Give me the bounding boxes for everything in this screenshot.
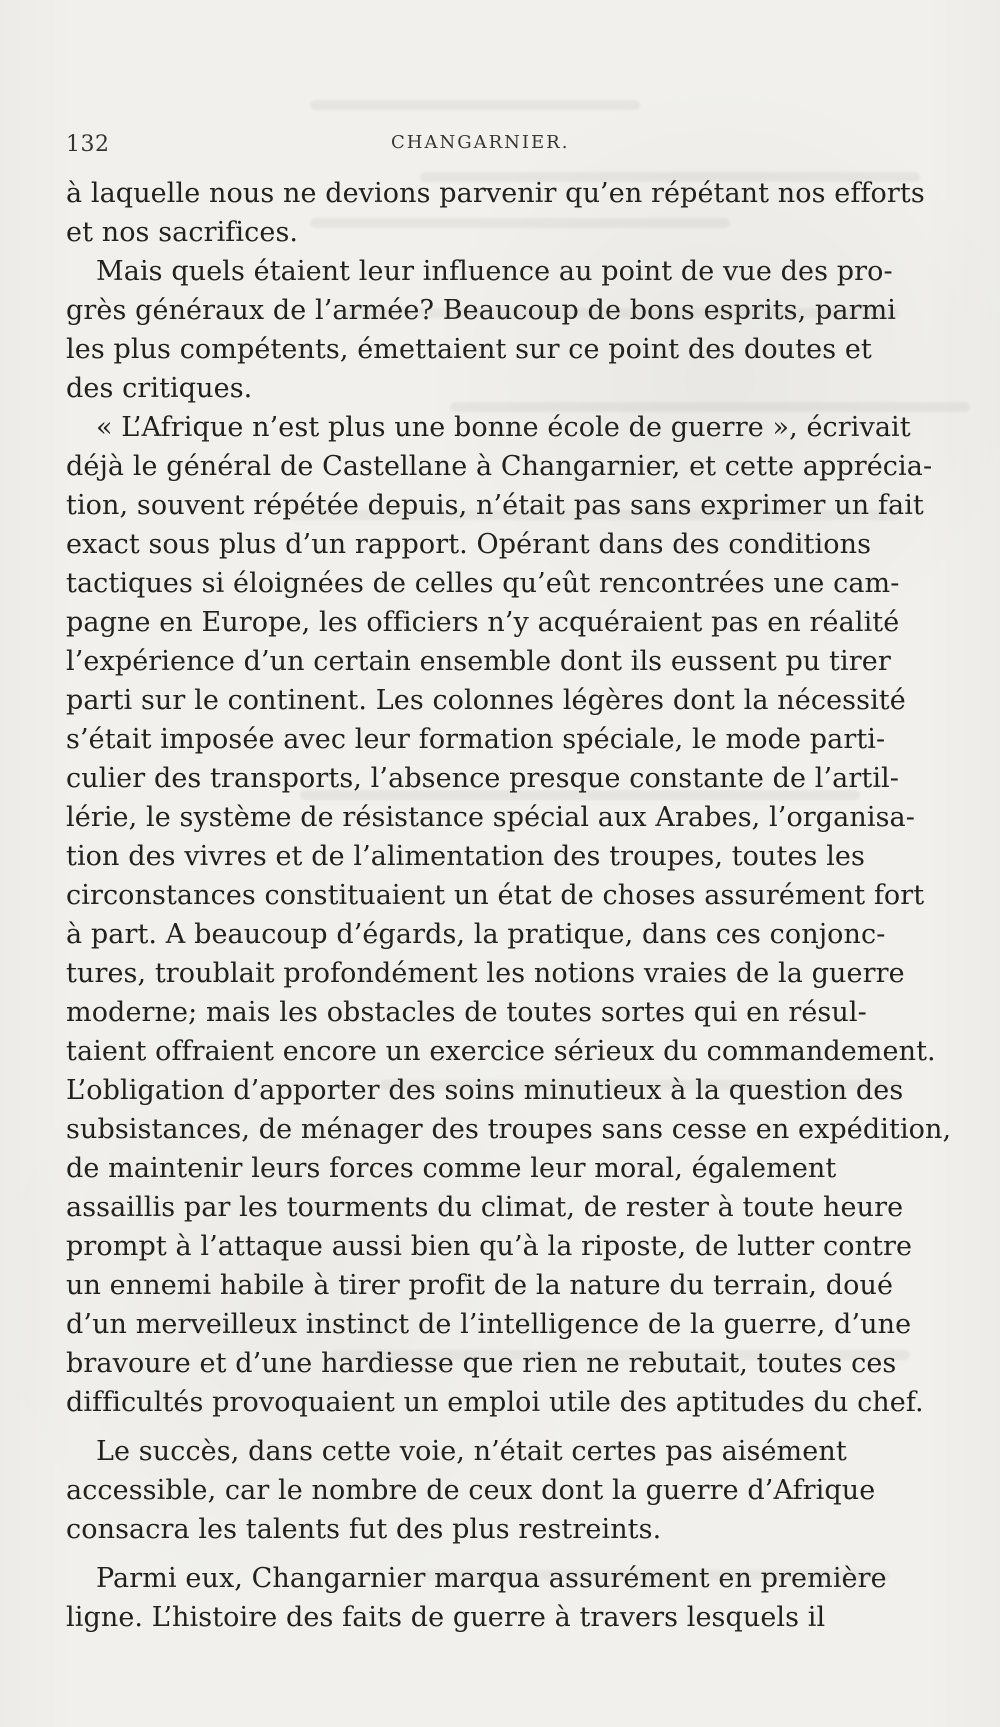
text-line: des critiques. <box>66 373 253 404</box>
show-through-line <box>310 100 640 110</box>
text-line: d’un merveilleux instinct de l’intelligence de la guerre, d’une <box>66 1309 912 1340</box>
text-line: taient offraient encore un exercice sérieux du commandement. <box>66 1036 936 1067</box>
text-line: tion, souvent répétée depuis, n’était pas sans exprimer un fait <box>66 490 924 521</box>
text-line: tion des vivres et de l’alimentation des troupes, toutes les <box>66 841 865 872</box>
text-line: l’expérience d’un certain ensemble dont ils eussent pu tirer <box>66 646 891 677</box>
text-line: Parmi eux, Changarnier marqua assurément en première <box>96 1563 887 1594</box>
text-line: difficultés provoquaient un emploi utile des aptitudes du chef. <box>66 1387 924 1418</box>
text-line: de maintenir leurs forces comme leur moral, également <box>66 1153 837 1184</box>
text-line: consacra les talents fut des plus restreints. <box>66 1514 662 1545</box>
text-line: tures, troublait profondément les notions vraies de la guerre <box>66 958 905 989</box>
text-line: tactiques si éloignées de celles qu’eût rencontrées une cam- <box>66 568 900 599</box>
text-line: Mais quels étaient leur influence au point de vue des pro- <box>96 256 893 287</box>
text-line: parti sur le continent. Les colonnes légères dont la nécessité <box>66 685 906 716</box>
text-line: moderne; mais les obstacles de toutes sortes qui en résul- <box>66 997 867 1028</box>
text-line: accessible, car le nombre de ceux dont la guerre d’Afrique <box>66 1475 876 1506</box>
text-line: s’était imposée avec leur formation spéciale, le mode parti- <box>66 724 886 755</box>
text-line: exact sous plus d’un rapport. Opérant dans des conditions <box>66 529 872 560</box>
text-line: « L’Afrique n’est plus une bonne école de guerre », écrivait <box>96 412 911 443</box>
text-line: subsistances, de ménager des troupes sans cesse en expédition, <box>66 1114 952 1145</box>
text-line: ligne. L’histoire des faits de guerre à travers lesquels il <box>66 1602 826 1633</box>
text-line: et nos sacrifices. <box>66 217 299 248</box>
text-line: grès généraux de l’armée? Beaucoup de bons esprits, parmi <box>66 295 897 326</box>
text-line: bravoure et d’une hardiesse que rien ne rebutait, toutes ces <box>66 1348 897 1379</box>
text-line: L’obligation d’apporter des soins minutieux à la question des <box>66 1075 904 1106</box>
page-header <box>66 132 916 160</box>
text-line: déjà le général de Castellane à Changarnier, et cette apprécia- <box>66 451 933 482</box>
text-line: pagne en Europe, les officiers n’y acquéraient pas en réalité <box>66 607 900 638</box>
text-line: assaillis par les tourments du climat, de rester à toute heure <box>66 1192 904 1223</box>
running-head: CHANGARNIER. <box>391 132 570 153</box>
text-line: Le succès, dans cette voie, n’était certes pas aisément <box>96 1436 847 1467</box>
text-line: circonstances constituaient un état de choses assurément fort <box>66 880 925 911</box>
text-line: culier des transports, l’absence presque constante de l’artil- <box>66 763 900 794</box>
text-line: lérie, le système de résistance spécial aux Arabes, l’organisa- <box>66 802 915 833</box>
text-line: prompt à l’attaque aussi bien qu’à la riposte, de lutter contre <box>66 1231 913 1262</box>
text-line: à laquelle nous ne devions parvenir qu’en répétant nos efforts <box>66 178 925 209</box>
text-line: un ennemi habile à tirer profit de la nature du terrain, doué <box>66 1270 894 1301</box>
text-line: les plus compétents, émettaient sur ce point des doutes et <box>66 334 872 365</box>
body-text <box>66 174 952 1637</box>
text-line: à part. A beaucoup d’égards, la pratique, dans ces conjonc- <box>66 919 886 950</box>
page-number: 132 <box>66 132 110 157</box>
